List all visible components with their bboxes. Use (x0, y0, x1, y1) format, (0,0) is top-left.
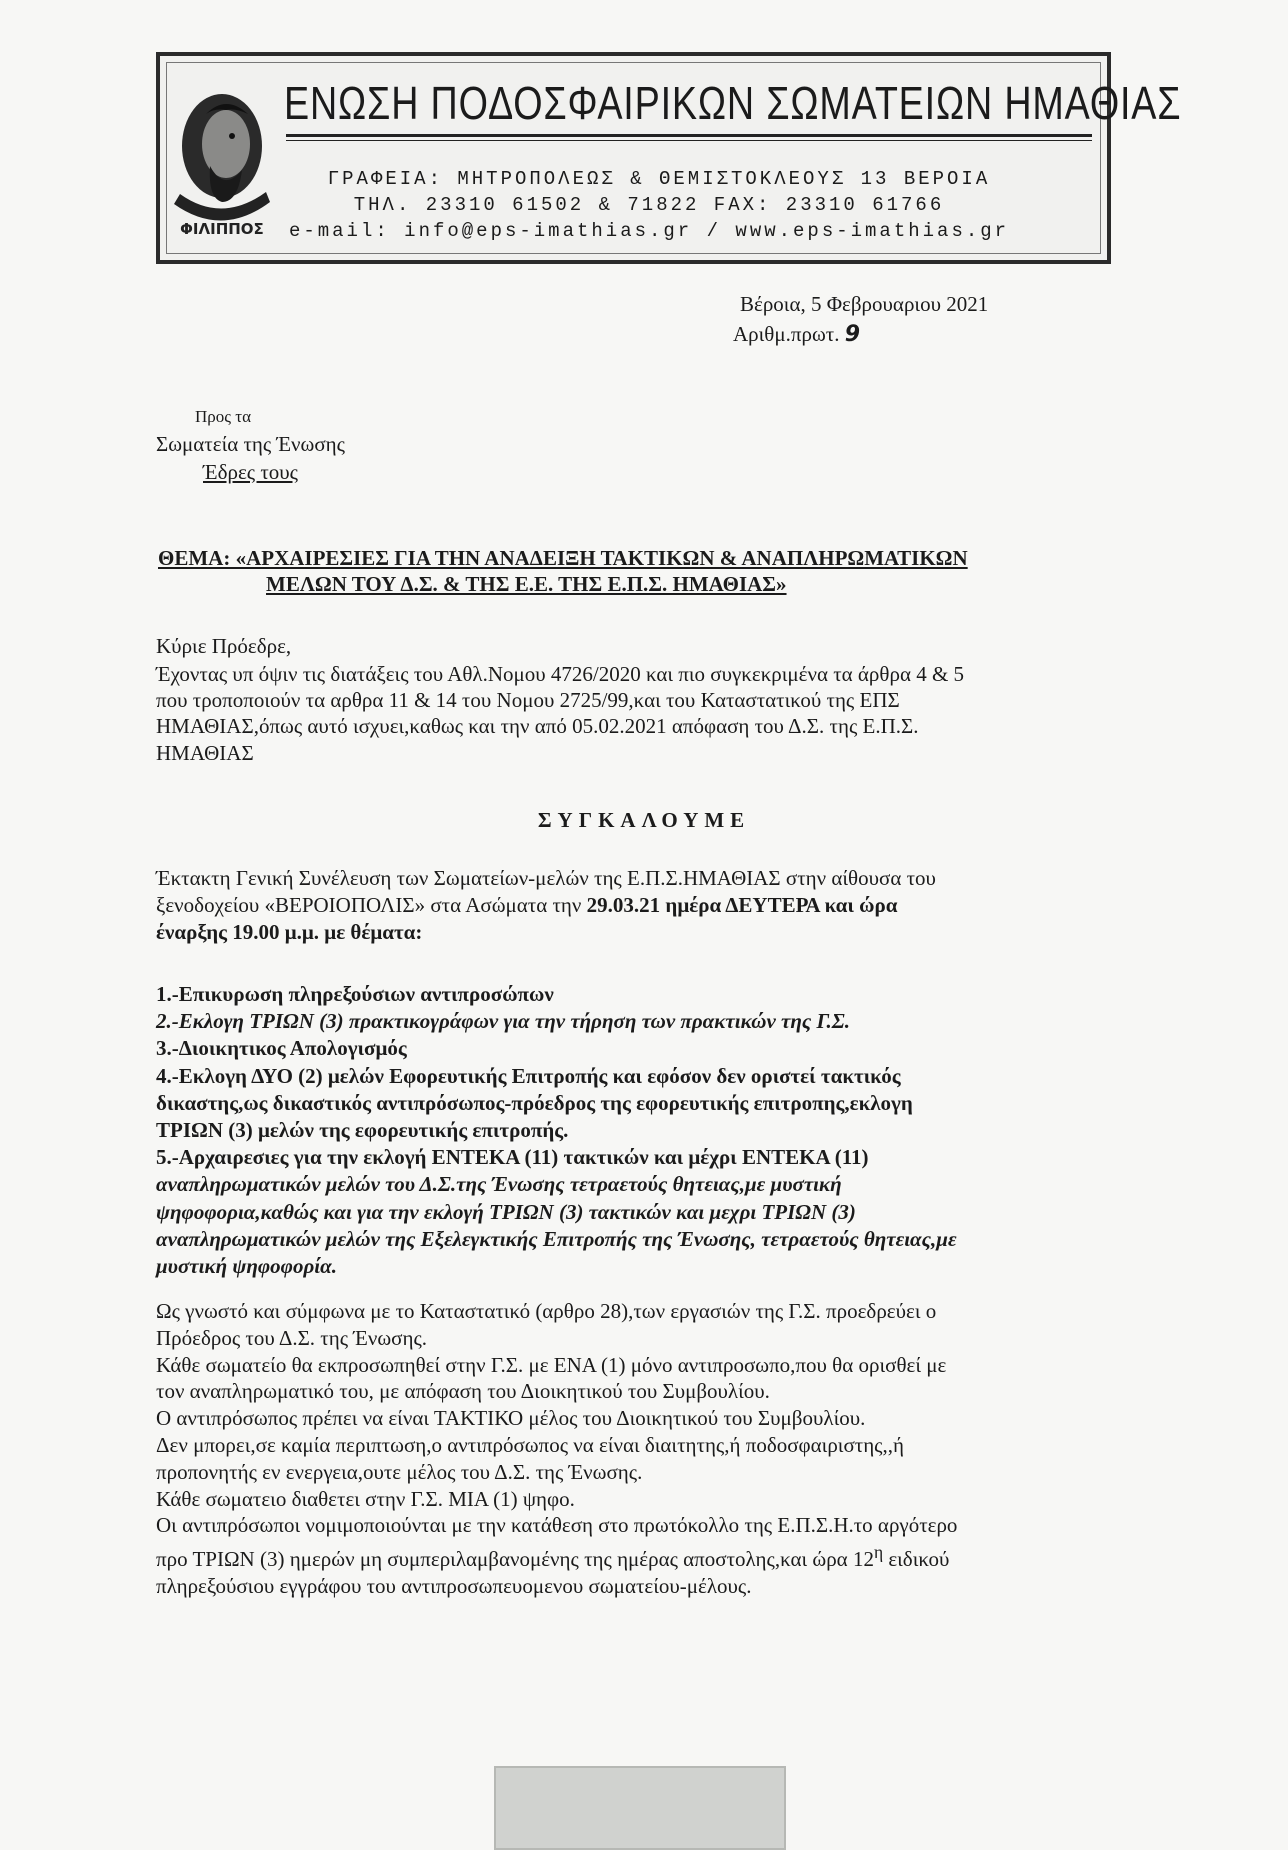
agenda-item: ψηφοφορια,καθώς και για την εκλογή ΤΡΙΩΝ (3) τακτικών και μεχρι ΤΡΙΩΝ (3) (156, 1199, 856, 1224)
meeting-venue: ξενοδοχείου «ΒΕΡΟΙΟΠΟΛΙΣ» στα Ασώματα την (156, 893, 587, 917)
recipient-name: Σωματεία της Ένωσης (156, 432, 345, 456)
recipient-seats: Έδρες τους (203, 460, 298, 484)
agenda-item: αναπληρωματικών μελών της Εξελεγκτικής Επιτροπής της Ένωσης, τετραετούς θητειας,με (156, 1226, 957, 1251)
intro-line: Έχοντας υπ όψιν τις διατάξεις του Αθλ.Νομου 4726/2020 και πιο συγκεκριμένα τα άρθρα 4 & 5 (156, 662, 965, 686)
logo-caption: ΦΙΛΙΠΠΟΣ (180, 220, 264, 238)
agenda-item: αναπληρωματικών μελών του Δ.Σ.της Ένωσης τετραετούς θητειας,με μυστική (156, 1172, 842, 1197)
intro-paragraph (156, 661, 964, 766)
note-text: προ ΤΡΙΩΝ (3) ημερών μη συμπεριλαμβανομένης της ημέρας αποστολης,και ώρα 12 (156, 1547, 874, 1572)
philippos-logo (166, 74, 276, 244)
note-line: Δεν μπορει,σε καμία περιπτωση,ο αντιπρόσωπος να είναι διαιτητης,ή ποδοσφαιριστης,,ή (156, 1432, 904, 1457)
note-line: πληρεξούσιου εγγράφου του αντιπροσωπευομενου σωματείου-μέλους. (156, 1573, 752, 1598)
convene-heading: ΣΥΓΚΑΛΟΥΜΕ (537, 808, 751, 832)
agenda-item: 1.-Επικυρωση πληρεξούσιων αντιπροσώπων (156, 982, 554, 1006)
agenda-item: ΤΡΙΩΝ (3) μελών της εφορευτικής επιτροπής. (156, 1118, 569, 1143)
superscript: η (873, 1542, 884, 1563)
subject-line-2: ΜΕΛΩΝ ΤΟΥ Δ.Σ. & ΤΗΣ Ε.Ε. ΤΗΣ Ε.Π.Σ. ΗΜΑΘΙΑΣ» (266, 572, 787, 596)
note-text: ειδικού (883, 1547, 950, 1572)
scan-artifact (494, 1766, 786, 1850)
letter-date: Βέροια, 5 Φεβρουαριου 2021 (740, 292, 989, 316)
agenda-item: μυστική ψηφοφορία. (156, 1254, 337, 1279)
note-line: Πρόεδρος του Δ.Σ. της Ένωσης. (156, 1325, 428, 1350)
meeting-date: 29.03.21 ημέρα ΔΕΥΤΕΡΑ και ώρα (586, 893, 898, 917)
note-line: Ως γνωστό και σύμφωνα με το Καταστατικό (αρθρο 28),των εργασιών της Γ.Σ. προεδρεύει ο (156, 1299, 937, 1323)
agenda-item: 4.-Εκλογη ΔΥΟ (2) μελών Εφορευτικής Επιτροπής και εφόσον δεν οριστεί τακτικός (156, 1063, 901, 1088)
header-rule-thin (286, 140, 1092, 141)
notes-paragraph (156, 1298, 957, 1600)
note-line: Ο αντιπρόσωπος πρέπει να είναι ΤΑΚΤΙΚΟ μέλος του Διοικητικού του Συμβουλίου. (156, 1406, 866, 1431)
agenda-item: δικαστης,ως δικαστικός αντιπρόσωπος-πρόεδρος της εφορευτικής επιτροπης,εκλογη (156, 1090, 913, 1115)
protocol-value: 9 (844, 322, 861, 347)
meeting-line: Έκτακτη Γενική Συνέλευση των Σωματείων-μελών της Ε.Π.Σ.ΗΜΑΘΙΑΣ στην αίθουσα του (156, 866, 936, 890)
note-line: Κάθε σωματείο θα εκπροσωπηθεί στην Γ.Σ. με ΕΝΑ (1) μόνο αντιπροσωπο,που θα ορισθεί με (156, 1352, 947, 1377)
note-line: προπονητής εν ενεργεια,ουτε μέλος του Δ.Σ. της Ένωσης. (156, 1459, 643, 1484)
agenda-list (156, 981, 957, 1280)
protocol-label: Αριθμ.πρωτ. (733, 322, 840, 346)
agenda-item: 3.-Διοικητικος Απολογισμός (156, 1036, 407, 1061)
organization-name: ΕΝΩΣΗ ΠΟΔΟΣΦΑΙΡΙΚΩΝ ΣΩΜΑΤΕΙΩΝ ΗΜΑΘΙΑΣ (284, 77, 1182, 129)
office-address: ΓΡΑΦΕΙΑ: ΜΗΤΡΟΠΟΛΕΩΣ & ΘΕΜΙΣΤΟΚΛΕΟΥΣ 13 ΒΕΡΟΙΑ (327, 168, 991, 190)
recipient-label: Προς τα (195, 407, 251, 426)
agenda-item: 5.-Αρχαιρεσιες για την εκλογή ΕΝΤΕΚΑ (11) τακτικών και μέχρι ΕΝΤΕΚΑ (11) (156, 1145, 869, 1170)
meeting-line (156, 892, 936, 919)
phone-fax: ΤΗΛ. 23310 61502 & 71822 FAX: 23310 61766 (353, 194, 945, 216)
intro-line: που τροποποιούν τα αρθρα 11 & 14 του Νομου 2725/99,και του Καταστατικού της ΕΠΣ (156, 688, 900, 713)
greeting: Κύριε Πρόεδρε, (156, 634, 292, 658)
meeting-paragraph (156, 865, 936, 946)
header-rule (286, 134, 1092, 137)
protocol-number (733, 322, 860, 347)
email-website: e-mail: info@eps-imathias.gr / www.eps-imathias.gr (288, 220, 1010, 242)
agenda-item: 2.-Εκλογη ΤΡΙΩΝ (3) πρακτικογράφων για την τήρηση των πρακτικών της Γ.Σ. (156, 1009, 851, 1034)
meeting-time: έναρξης 19.00 μ.μ. με θέματα: (156, 920, 423, 944)
note-line: τον αναπληρωματικό του, με απόφαση του Διοικητικού του Συμβουλίου. (156, 1379, 770, 1404)
note-line: Οι αντιπρόσωποι νομιμοποιούνται με την κατάθεση στο πρωτόκολλο της Ε.Π.Σ.Η.το αργότερο (156, 1513, 958, 1538)
intro-line: ΗΜΑΘΙΑΣ (156, 740, 254, 765)
intro-line: ΗΜΑΘΙΑΣ,όπως αυτό ισχυει,καθως και την από 05.02.2021 απόφαση του Δ.Σ. της Ε.Π.Σ. (156, 714, 919, 739)
letterhead (156, 52, 1182, 264)
subject-line-1: ΘΕΜΑ: «ΑΡΧΑΙΡΕΣΙΕΣ ΓΙΑ ΤΗΝ ΑΝΑΔΕΙΞΗ ΤΑΚΤΙΚΩΝ & ΑΝΑΠΛΗΡΩΜΑΤΙΚΩΝ (158, 546, 968, 570)
note-line (156, 1539, 957, 1573)
note-line: Κάθε σωματειο διαθετει στην Γ.Σ. ΜΙΑ (1) ψηφο. (156, 1486, 575, 1511)
